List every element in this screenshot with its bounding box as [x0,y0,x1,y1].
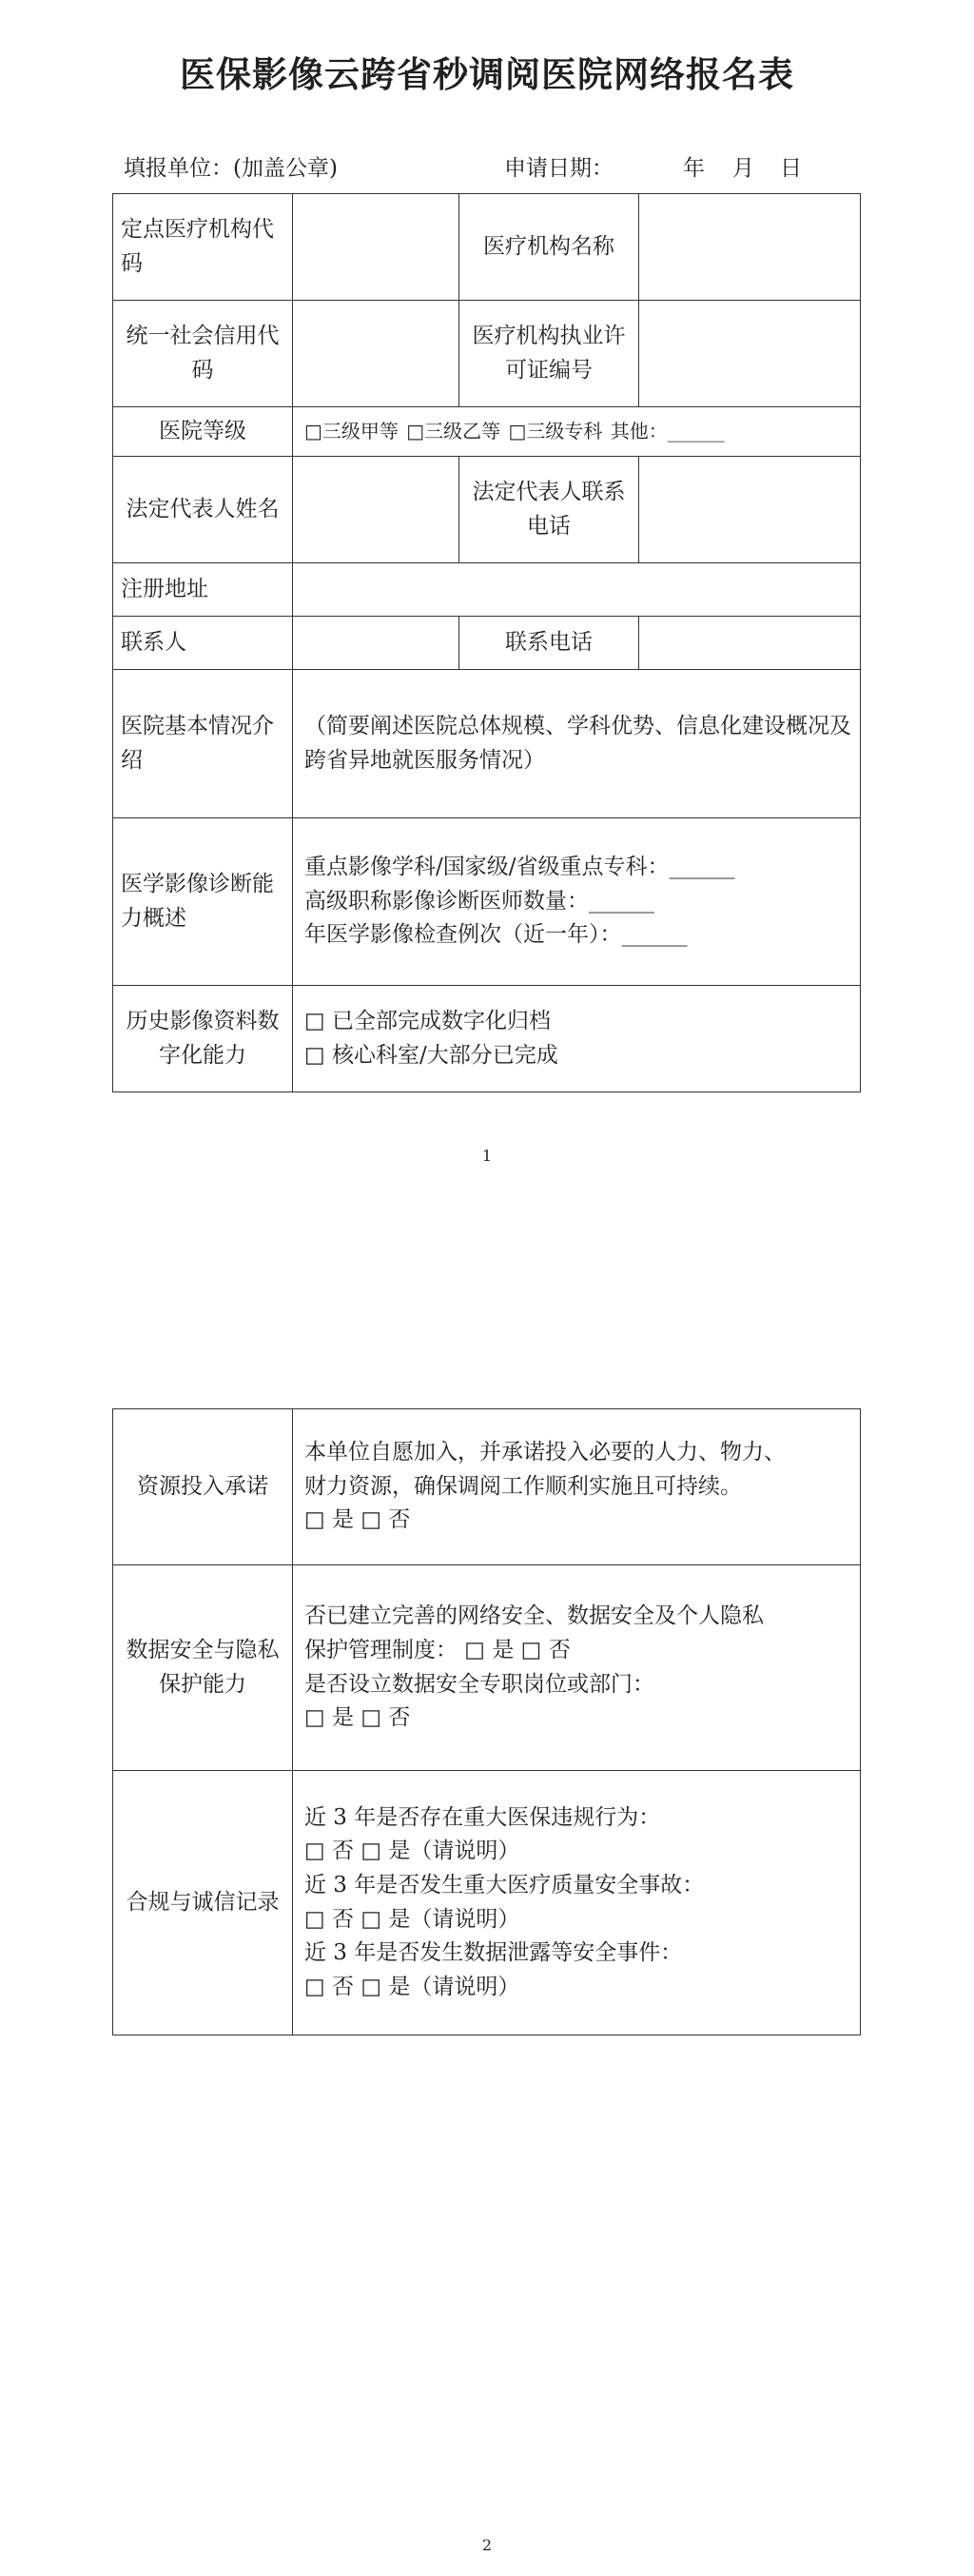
violation-question: 近 3 年是否存在重大医保违规行为： [304,1804,661,1830]
digitization-label: 历史影像资料数字化能力 [113,986,293,1092]
table-row [113,670,861,818]
digitization-option-all[interactable]: □ 已全部完成数字化归档 [304,1008,552,1033]
commitment-yes-no[interactable]: □ 是 □ 否 [304,1507,411,1533]
table-row [113,1771,861,2035]
hospital-grade-options[interactable]: □三级甲等 □三级乙等 □三级专科 其他：______ [293,407,861,457]
table-row [113,986,861,1092]
hospital-intro-field[interactable]: （简要阐述医院总体规模、学科优势、信息化建设概况及跨省异地就医服务情况） [293,670,861,818]
contact-person-label: 联系人 [113,617,293,670]
registration-table-page2 [112,1408,861,2035]
digitization-option-core[interactable]: □ 核心科室/大部分已完成 [304,1042,558,1068]
date-day-label: 日 [780,156,802,181]
table-row [113,407,861,457]
table-row [113,301,861,407]
credit-code-label: 统一社会信用代码 [113,301,293,407]
senior-physician-count-line: 高级职称影像诊断医师数量：______ [304,888,654,914]
institution-name-label: 医疗机构名称 [459,194,639,301]
imaging-capability-label: 医学影像诊断能力概述 [113,818,293,986]
hospital-grade-label: 医院等级 [113,407,293,457]
registered-address-label: 注册地址 [113,563,293,617]
license-number-field[interactable] [639,301,861,407]
security-policy-yes-no[interactable]: 保护管理制度： □ 是 □ 否 [304,1637,571,1662]
resource-commitment-label: 资源投入承诺 [113,1409,293,1565]
table-row [113,818,861,986]
security-post-question: 是否设立数据安全专职岗位或部门： [304,1671,654,1697]
resource-commitment-field [293,1409,861,1565]
quality-accident-question: 近 3 年是否发生重大医疗质量安全事故： [304,1872,705,1898]
legal-rep-name-field[interactable] [293,457,459,563]
hospital-intro-label: 医院基本情况介绍 [113,670,293,818]
institution-code-field[interactable] [293,194,459,301]
credit-code-field[interactable] [293,301,459,407]
annual-exam-count-line: 年医学影像检查例次（近一年）：______ [304,922,688,948]
compliance-label: 合规与诚信记录 [113,1771,293,2035]
digitization-options [293,986,861,1092]
table-row [113,563,861,617]
form-meta-row [124,152,856,185]
legal-rep-name-label: 法定代表人姓名 [113,457,293,563]
data-leak-question: 近 3 年是否发生数据泄露等安全事件： [304,1940,683,1966]
key-specialty-line: 重点影像学科/国家级/省级重点专科：______ [304,855,735,880]
table-row [113,1565,861,1771]
page-number: 1 [481,1147,493,1165]
violation-no-yes[interactable]: □ 否 □ 是（请说明） [304,1839,520,1864]
table-row [113,1409,861,1565]
table-row [113,617,861,670]
commitment-text-line: 本单位自愿加入，并承诺投入必要的人力、物力、 [304,1440,786,1465]
contact-phone-field[interactable] [639,617,861,670]
date-year-label: 年 [683,156,705,181]
apply-date-label: 申请日期： [504,156,614,181]
table-row [113,194,861,301]
fill-unit-label: 填报单位：(加盖公章) [124,156,338,181]
commitment-text-line: 财力资源，确保调阅工作顺利实施且可持续。 [304,1473,742,1499]
date-month-label: 月 [732,156,754,181]
data-leak-no-yes[interactable]: □ 否 □ 是（请说明） [304,1974,520,1999]
table-row [113,457,861,563]
legal-rep-phone-label: 法定代表人联系电话 [459,457,639,563]
registration-table-page1 [112,193,861,1092]
contact-phone-label: 联系电话 [459,617,639,670]
institution-code-label: 定点医疗机构代码 [113,194,293,301]
legal-rep-phone-field[interactable] [639,457,861,563]
imaging-capability-field[interactable] [293,818,861,986]
page-number: 2 [481,2536,493,2554]
license-number-label: 医疗机构执业许可证编号 [459,301,639,407]
registered-address-field[interactable] [293,563,861,617]
security-post-yes-no[interactable]: □ 是 □ 否 [304,1705,411,1731]
quality-accident-no-yes[interactable]: □ 否 □ 是（请说明） [304,1906,520,1932]
compliance-field [293,1771,861,2035]
data-security-label: 数据安全与隐私保护能力 [113,1565,293,1771]
security-text-line: 否已建立完善的网络安全、数据安全及个人隐私 [304,1603,764,1629]
institution-name-field[interactable] [639,194,861,301]
data-security-field [293,1565,861,1771]
page-title: 医保影像云跨省秒调阅医院网络报名表 [180,54,794,95]
contact-person-field[interactable] [293,617,459,670]
